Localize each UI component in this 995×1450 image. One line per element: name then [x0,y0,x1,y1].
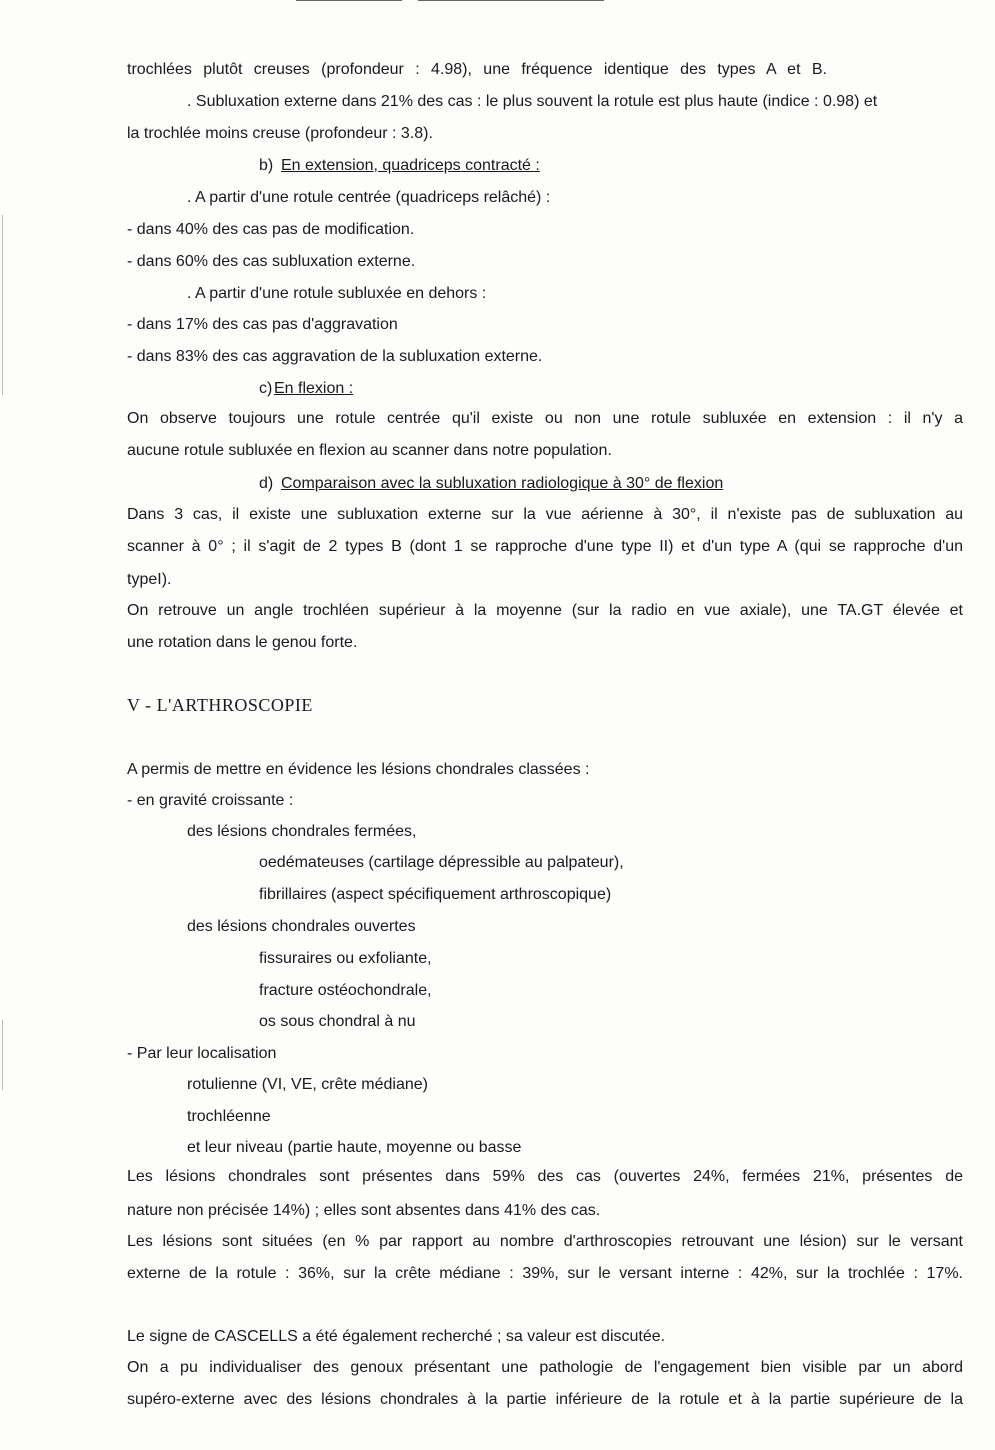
text-line: Les lésions sont situées (en % par rapport au nombre d'arthroscopies retrouvant une lésion) sur le versant [127,1233,963,1250]
scan-edge-left [2,215,3,395]
list-item: - Par leur localisation [127,1045,277,1062]
text-line: une rotation dans le genou forte. [127,634,358,651]
subsection-label: d) [259,475,274,492]
text-line: supéro-externe avec des lésions chondrales à la partie inférieure de la rotule et à la partie supérieure de la [127,1391,963,1408]
subsection-title: En flexion : [274,380,354,397]
scan-mark-top [418,0,604,1]
text-line: A permis de mettre en évidence les lésions chondrales classées : [127,761,590,778]
text-line: - dans 40% des cas pas de modification. [127,221,415,238]
subsection-title: En extension, quadriceps contracté : [281,157,540,174]
list-item: fibrillaires (aspect spécifiquement arthroscopique) [259,886,612,903]
text-line: On retrouve un angle trochléen supérieur à la moyenne (sur la radio en vue axiale), une TA.GT élevée et [127,602,963,619]
list-item: oedémateuses (cartilage dépressible au palpateur), [259,854,624,871]
list-item: - en gravité croissante : [127,792,294,809]
text-line: trochlées plutôt creuses (profondeur : 4.98), une fréquence identique des types A et B. [127,61,827,78]
list-item: os sous chondral à nu [259,1013,416,1030]
list-item: des lésions chondrales fermées, [187,823,417,840]
text-line: aucune rotule subluxée en flexion au scanner dans notre population. [127,442,612,459]
list-item: trochléenne [187,1108,271,1125]
text-line: - dans 83% des cas aggravation de la subluxation externe. [127,348,543,365]
list-item: et leur niveau (partie haute, moyenne ou basse [187,1139,522,1156]
text-line: . Subluxation externe dans 21% des cas : le plus souvent la rotule est plus haute (indice : 0.98) et [187,93,878,110]
text-line: . A partir d'une rotule centrée (quadriceps relâché) : [187,189,551,206]
text-line: - dans 17% des cas pas d'aggravation [127,316,398,333]
text-line: - dans 60% des cas subluxation externe. [127,253,416,270]
section-heading: V - L'ARTHROSCOPIE [127,695,313,715]
subsection-label: b) [259,157,274,174]
text-line: On a pu individualiser des genoux présentant une pathologie de l'engagement bien visible par un abord [127,1359,963,1376]
text-line: externe de la rotule : 36%, sur la crête médiane : 39%, sur le versant interne : 42%, sur la trochlée : 17%. [127,1265,963,1282]
text-line: Le signe de CASCELLS a été également recherché ; sa valeur est discutée. [127,1328,666,1345]
list-item: fracture ostéochondrale, [259,982,432,999]
list-item: des lésions chondrales ouvertes [187,918,416,935]
list-item: fissuraires ou exfoliante, [259,950,432,967]
subsection-label: c) [259,380,273,397]
scan-mark-top [296,0,402,1]
text-line: . A partir d'une rotule subluxée en dehors : [187,285,487,302]
text-line: scanner à 0° ; il s'agit de 2 types B (dont 1 se rapproche d'une type II) et d'un type A (qui se rapproche d'un [127,538,963,555]
text-line: Dans 3 cas, il existe une subluxation externe sur la vue aérienne à 30°, il n'existe pas de subluxation au [127,506,963,523]
text-line: On observe toujours une rotule centrée qu'il existe ou non une rotule subluxée en extension : il n'y a [127,410,963,427]
text-line: nature non précisée 14%) ; elles sont absentes dans 41% des cas. [127,1202,601,1219]
text-line: la trochlée moins creuse (profondeur : 3.8). [127,125,433,142]
subsection-title: Comparaison avec la subluxation radiologique à 30° de flexion [281,475,724,492]
scan-edge-left [2,1020,3,1090]
text-line: typeI). [127,571,172,588]
text-line: Les lésions chondrales sont présentes dans 59% des cas (ouvertes 24%, fermées 21%, présentes de [127,1168,963,1185]
list-item: rotulienne (VI, VE, crête médiane) [187,1076,429,1093]
